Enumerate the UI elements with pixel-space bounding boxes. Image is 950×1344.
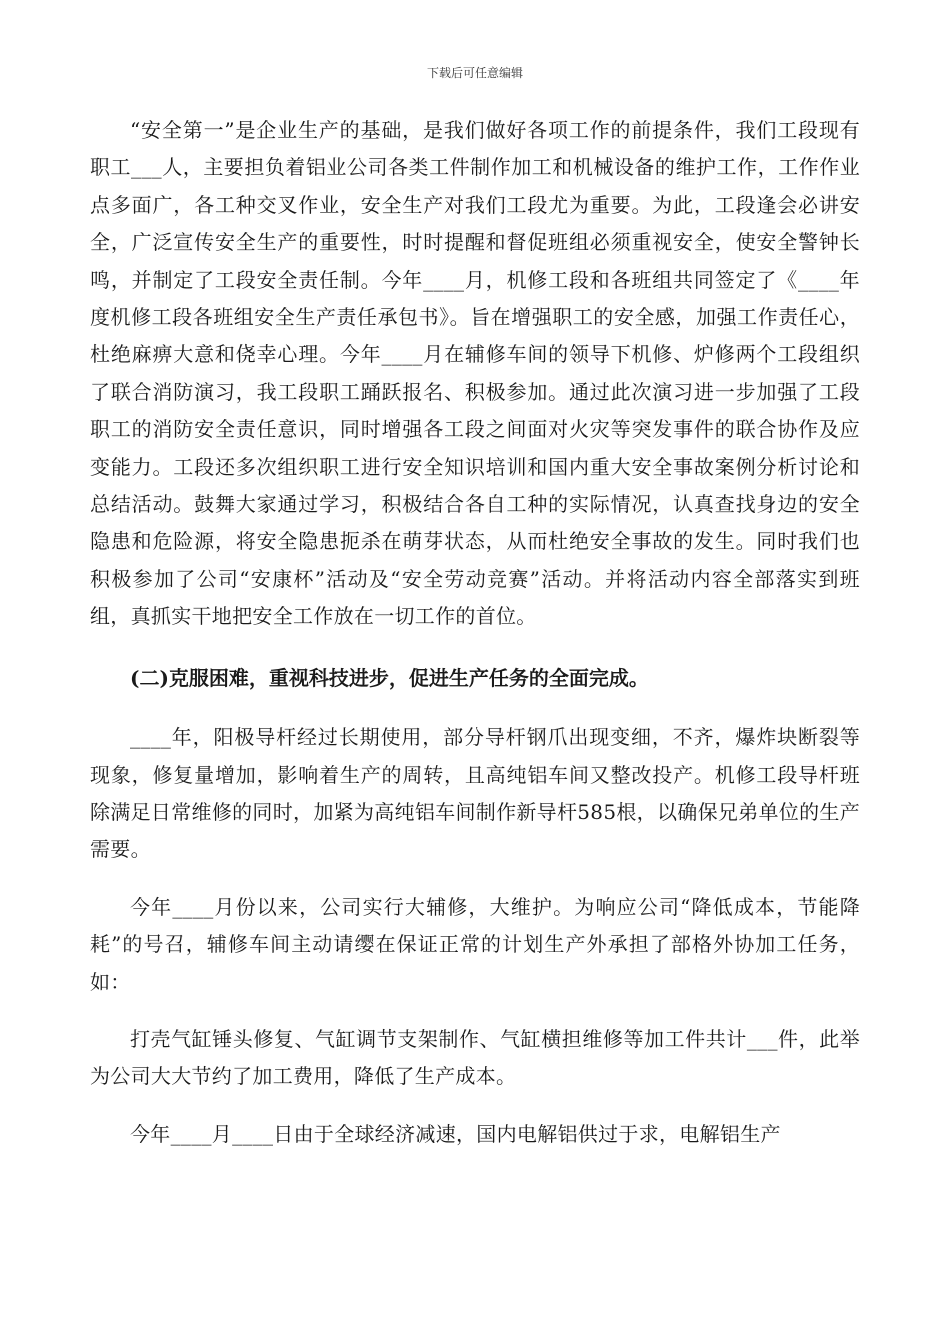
- paragraph-parts-repair: 打壳气缸锤头修复、气缸调节支架制作、气缸横担维修等加工件共计___件，此举为公司大大节约了加工费用，降低了生产成本。: [90, 1026, 860, 1089]
- paragraph-economy: 今年____月____日由于全球经济减速，国内电解铝供过于求，电解铝生产: [130, 1121, 781, 1146]
- page-header-note: 下载后可任意编辑: [426, 66, 523, 80]
- section-heading-2: (二)克服困难，重视科技进步，促进生产任务的全面完成。: [130, 665, 649, 690]
- document-body: [90, 112, 860, 1153]
- paragraph-safety: “安全第一”是企业生产的基础，是我们做好各项工作的前提条件，我们工段现有职工___人，主要担负着铝业公司各类工件制作加工和机械设备的维护工作，工作作业点多面广，各工种交叉作业，安全生产对我们工段尤为重要。为此，工段逢会必讲安全，广泛宣传安全生产的重要性，时时提醒和督促班组必须重视安全，使安全警钟长鸣，并制定了工段安全责任制。今年____月，机修工段和各班组共同签定了《____年度机修工段各班组安全生产责任承包书》。旨在增强职工的安全感，加强工作责任心，杜绝麻痹大意和侥幸心理。今年____月在辅修车间的领导下机修、炉修两个工段组织了联合消防演习，我工段职工踊跃报名、积极参加。通过此次演习进一步加强了工段职工的消防安全责任意识，同时增强各工段之间面对火灾等突发事件的联合协作及应变能力。工段还多次组织职工进行安全知识培训和国内重大安全事故案例分析讨论和总结活动。鼓舞大家通过学习，积极结合各自工种的实际情况，认真查找身边的安全隐患和危险源，将安全隐患扼杀在萌芽状态，从而杜绝安全事故的发生。同时我们也积极参加了公司“安康杯”活动及“安全劳动竞赛”活动。并将活动内容全部落实到班组，真抓实干地把安全工作放在一切工作的首位。: [90, 118, 860, 629]
- paragraph-guide-rods: ____年，阳极导杆经过长期使用，部分导杆钢爪出现变细，不齐，爆炸块断裂等现象，修复量增加，影响着生产的周转，且高纯铝车间又整改投产。机修工段导杆班除满足日常维修的同时，加紧为高纯铝车间制作新导杆585根，以确保兄弟单位的生产需要。: [90, 725, 860, 862]
- paragraph-maintenance: 今年____月份以来，公司实行大辅修，大维护。为响应公司“降低成本，节能降耗”的号召，辅修车间主动请缨在保证正常的计划生产外承担了部格外协加工任务，如：: [90, 894, 860, 994]
